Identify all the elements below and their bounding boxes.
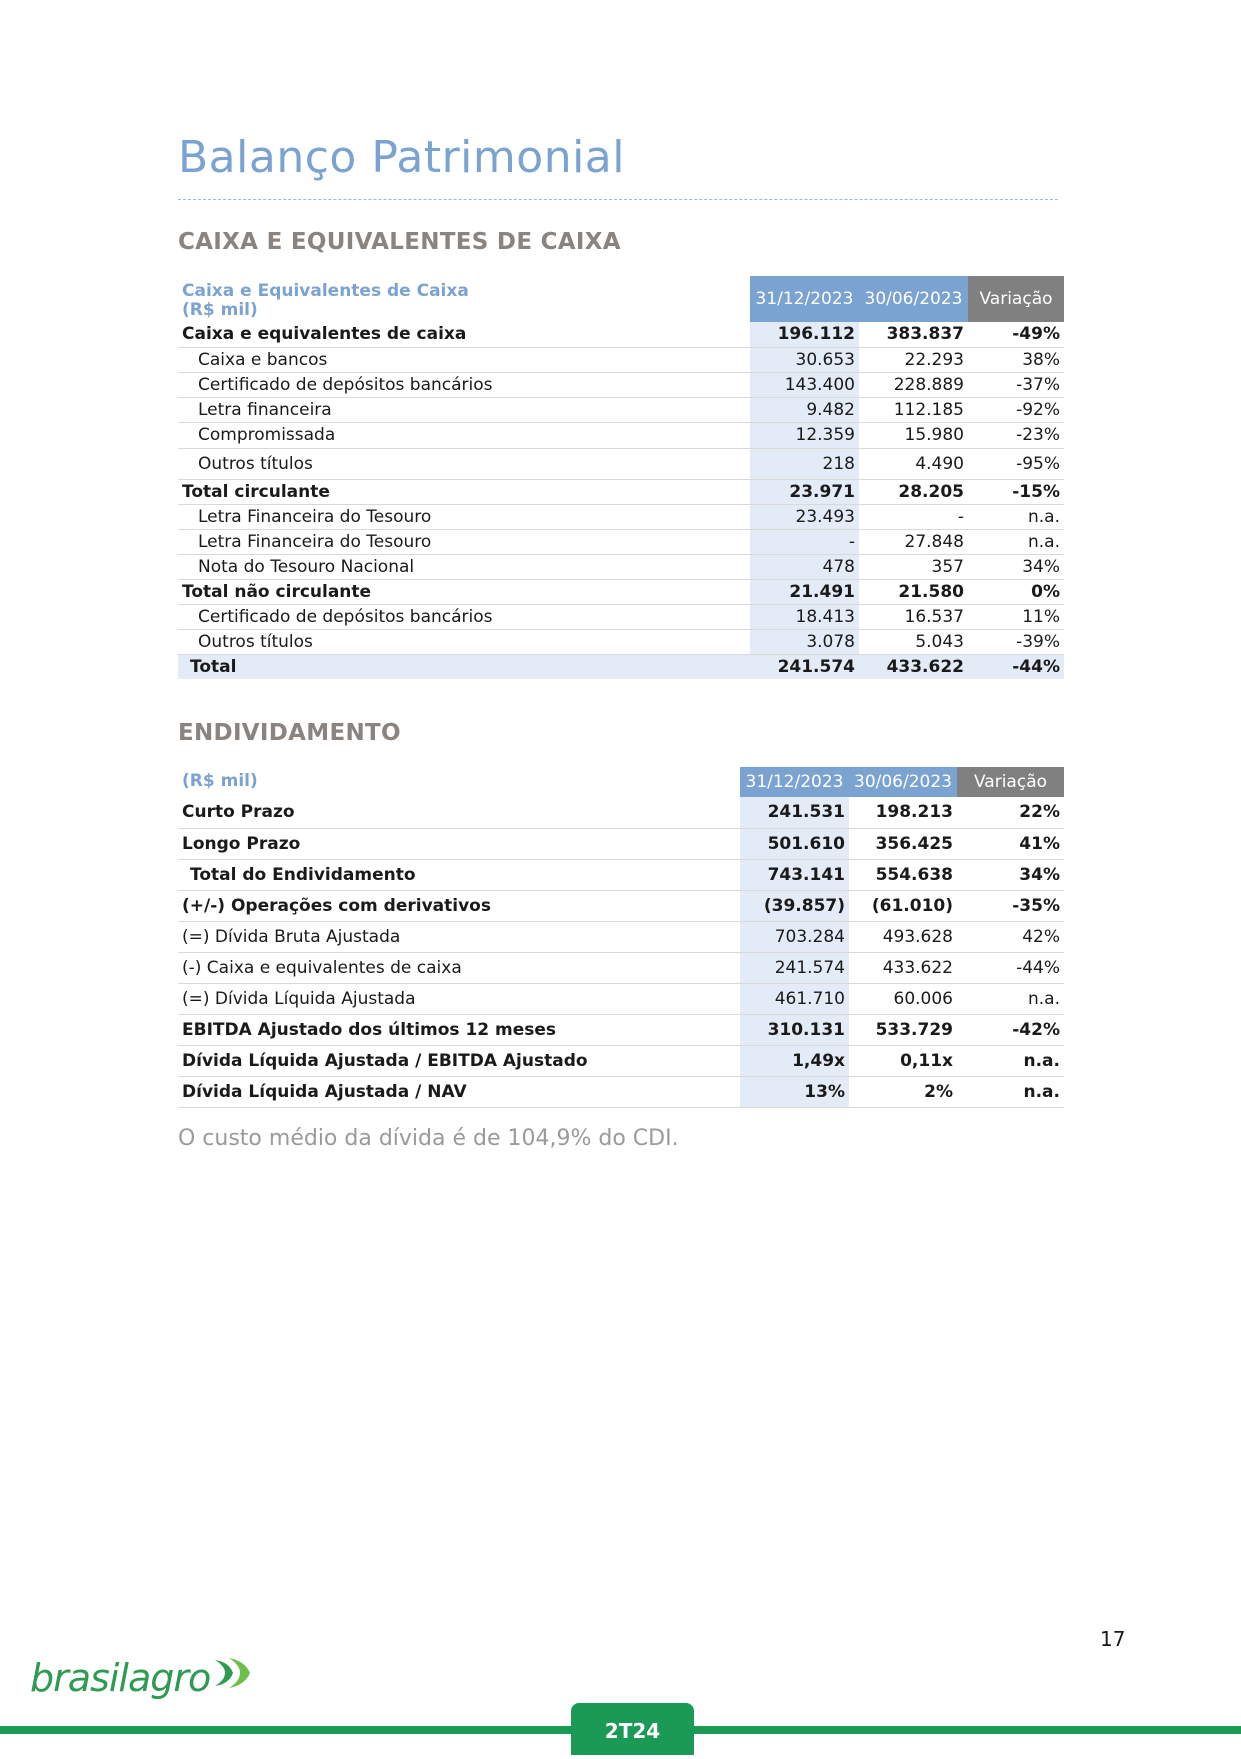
table-row [178,1045,1064,1076]
cash-header-label [178,276,750,322]
row-variation: 11% [968,604,1064,629]
row-label: Letra Financeira do Tesouro [178,504,750,529]
row-value-jun: 60.006 [849,983,957,1014]
row-variation: n.a. [957,983,1064,1014]
row-value-dec: 23.971 [750,479,859,504]
row-value-jun: 15.980 [859,422,968,448]
logo-chevrons-icon [213,1656,253,1690]
row-label: Certificado de depósitos bancários [178,372,750,397]
row-value-dec: 143.400 [750,372,859,397]
row-label: Curto Prazo [178,797,740,828]
row-value-dec: 743.141 [740,859,849,890]
period-tab: 2T24 [571,1703,694,1755]
row-value-dec: 703.284 [740,921,849,952]
table-row [178,890,1064,921]
row-value-jun: 228.889 [859,372,968,397]
debt-cost-note: O custo médio da dívida é de 104,9% do CDI. [178,1126,679,1151]
row-value-dec: - [750,529,859,554]
cash-section-title: CAIXA E EQUIVALENTES DE CAIXA [178,229,621,255]
row-value-jun: 0,11x [849,1045,957,1076]
row-label: EBITDA Ajustado dos últimos 12 meses [178,1014,740,1045]
row-value-dec: 21.491 [750,579,859,604]
row-value-dec: 18.413 [750,604,859,629]
row-variation: -44% [968,654,1064,679]
row-value-dec: 218 [750,448,859,479]
table-row [178,448,1064,479]
row-variation: 34% [968,554,1064,579]
row-value-dec: 241.531 [740,797,849,828]
row-value-jun: 2% [849,1076,957,1107]
row-value-jun: 112.185 [859,397,968,422]
row-variation: n.a. [957,1076,1064,1107]
cash-header-col3: Variação [968,276,1064,322]
debt-table-header [178,767,1064,797]
row-variation: 38% [968,347,1064,372]
row-value-dec: 241.574 [750,654,859,679]
row-label: Certificado de depósitos bancários [178,604,750,629]
row-label: Dívida Líquida Ajustada / EBITDA Ajustado [178,1045,740,1076]
row-label: Compromissada [178,422,750,448]
row-variation: -35% [957,890,1064,921]
table-row [178,604,1064,629]
debt-header-col3: Variação [957,767,1064,797]
row-label: (=) Dívida Líquida Ajustada [178,983,740,1014]
cash-table [178,276,1064,679]
row-variation: -37% [968,372,1064,397]
table-row [178,952,1064,983]
table-row [178,983,1064,1014]
row-value-jun: 198.213 [849,797,957,828]
row-variation: -42% [957,1014,1064,1045]
row-variation: n.a. [957,1045,1064,1076]
row-value-jun: 533.729 [849,1014,957,1045]
debt-header-col2: 30/06/2023 [849,767,957,797]
table-row [178,397,1064,422]
row-value-dec: 30.653 [750,347,859,372]
table-row [178,859,1064,890]
page-title: Balanço Patrimonial [178,132,625,183]
debt-section-title: ENDIVIDAMENTO [178,720,401,746]
row-value-dec: 1,49x [740,1045,849,1076]
row-label: Total [178,654,750,679]
table-row [178,422,1064,448]
row-value-jun: 27.848 [859,529,968,554]
row-value-jun: 493.628 [849,921,957,952]
row-value-jun: 4.490 [859,448,968,479]
table-row [178,579,1064,604]
row-label: (-) Caixa e equivalentes de caixa [178,952,740,983]
table-row [178,828,1064,859]
row-variation: 42% [957,921,1064,952]
total-row [178,654,1064,679]
page-number: 17 [1100,1627,1126,1651]
row-value-dec: 23.493 [750,504,859,529]
row-label: Caixa e equivalentes de caixa [178,322,750,347]
table-row [178,797,1064,828]
brasilagro-logo [30,1656,253,1706]
cash-header-col1: 31/12/2023 [750,276,859,322]
cash-header-label-line2: (R$ mil) [182,300,258,320]
row-value-dec: 13% [740,1076,849,1107]
row-label: Total circulante [178,479,750,504]
row-value-jun: 433.622 [849,952,957,983]
row-value-dec: 196.112 [750,322,859,347]
cash-header-col2: 30/06/2023 [859,276,968,322]
row-value-dec: 241.574 [740,952,849,983]
row-value-jun: 383.837 [859,322,968,347]
row-variation: n.a. [968,529,1064,554]
row-label: Letra Financeira do Tesouro [178,529,750,554]
row-value-jun: 554.638 [849,859,957,890]
table-row [178,1014,1064,1045]
row-value-dec: 310.131 [740,1014,849,1045]
debt-table [178,767,1064,1108]
table-row [178,529,1064,554]
row-label: Outros títulos [178,448,750,479]
debt-header-col1: 31/12/2023 [740,767,849,797]
row-value-dec: 501.610 [740,828,849,859]
row-value-jun: - [859,504,968,529]
row-variation: -44% [957,952,1064,983]
row-label: Longo Prazo [178,828,740,859]
row-value-dec: 478 [750,554,859,579]
table-row [178,921,1064,952]
row-value-jun: 356.425 [849,828,957,859]
title-divider [178,199,1058,200]
row-label: Letra financeira [178,397,750,422]
logo-text: brasilagro [30,1656,211,1700]
table-row [178,554,1064,579]
table-row [178,504,1064,529]
row-value-dec: 3.078 [750,629,859,654]
table-row [178,479,1064,504]
row-variation: -39% [968,629,1064,654]
row-label: (+/-) Operações com derivativos [178,890,740,921]
row-value-dec: (39.857) [740,890,849,921]
debt-header-label: (R$ mil) [182,770,258,791]
row-variation: 34% [957,859,1064,890]
row-variation: -23% [968,422,1064,448]
table-row [178,372,1064,397]
row-value-jun: 5.043 [859,629,968,654]
row-value-dec: 12.359 [750,422,859,448]
row-variation: n.a. [968,504,1064,529]
row-value-dec: 9.482 [750,397,859,422]
row-value-jun: 21.580 [859,579,968,604]
table-row [178,1076,1064,1107]
row-variation: -92% [968,397,1064,422]
row-label: Nota do Tesouro Nacional [178,554,750,579]
row-label: Total do Endividamento [178,859,740,890]
cash-table-header [178,276,1064,322]
table-row [178,322,1064,347]
row-variation: 41% [957,828,1064,859]
row-variation: -49% [968,322,1064,347]
row-label: (=) Dívida Bruta Ajustada [178,921,740,952]
row-variation: -15% [968,479,1064,504]
row-label: Caixa e bancos [178,347,750,372]
row-value-jun: 357 [859,554,968,579]
row-variation: -95% [968,448,1064,479]
row-variation: 22% [957,797,1064,828]
table-row [178,347,1064,372]
row-value-jun: 16.537 [859,604,968,629]
row-label: Dívida Líquida Ajustada / NAV [178,1076,740,1107]
row-value-dec: 461.710 [740,983,849,1014]
row-label: Outros títulos [178,629,750,654]
row-value-jun: 433.622 [859,654,968,679]
cash-header-label-line1: Caixa e Equivalentes de Caixa [182,281,469,301]
row-variation: 0% [968,579,1064,604]
row-value-jun: (61.010) [849,890,957,921]
row-value-jun: 28.205 [859,479,968,504]
row-label: Total não circulante [178,579,750,604]
row-value-jun: 22.293 [859,347,968,372]
table-row [178,629,1064,654]
